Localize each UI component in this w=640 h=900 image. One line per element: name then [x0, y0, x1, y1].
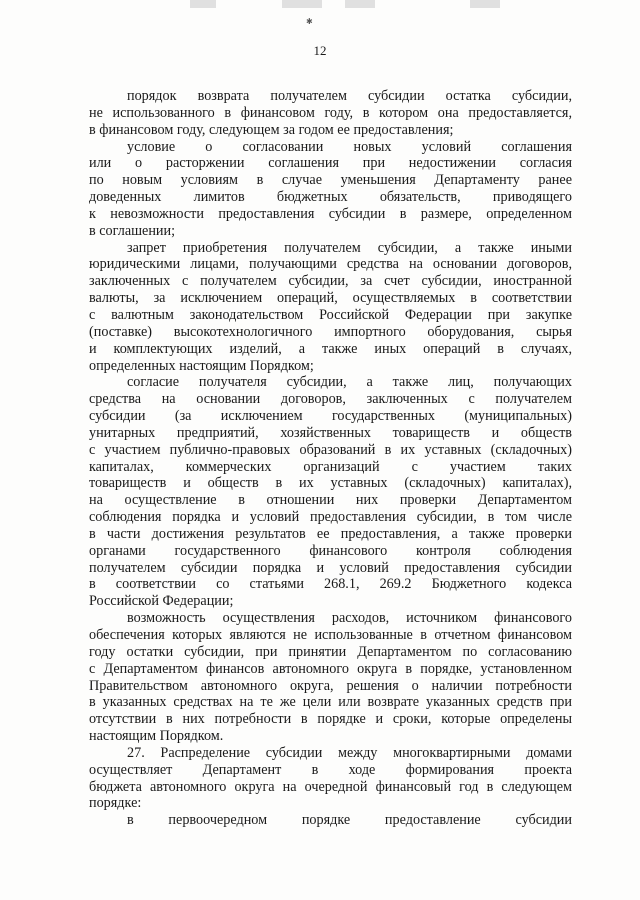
text-line: к невозможности предоставления субсидии в размере, определенном [89, 205, 572, 222]
scan-artifact [190, 0, 216, 8]
text-line: получателем субсидии порядка и условий предоставления субсидии [89, 559, 572, 576]
document-body [89, 88, 572, 829]
text-line: заключенных с получателем субсидии, за счет субсидии, иностранной [89, 273, 572, 290]
text-line: запрет приобретения получателем субсидии, а также иными [127, 239, 572, 256]
text-line: в первоочередном порядке предоставление субсидии [127, 812, 572, 829]
text-line: осуществляет Департамент в ходе формирования проекта [89, 761, 572, 778]
text-line: бюджета автономного округа на очередной финансовый год в следующем [89, 778, 572, 795]
scan-mark: ✱ [306, 17, 313, 26]
text-line: не использованного в финансовом году, в котором она предоставляется, [89, 104, 572, 121]
text-line: органами государственного финансового контроля соблюдения [89, 542, 572, 559]
text-line: в части достижения результатов ее предоставления, а также проверки [89, 525, 572, 542]
text-line: году остатки субсидии, при принятии Департаментом по согласованию [89, 643, 572, 660]
text-line: в соответствии со статьями 268.1, 269.2 Бюджетного кодекса [89, 576, 572, 593]
text-line: с валютным законодательством Российской Федерации при закупке [89, 306, 572, 323]
text-line: в финансовом году, следующем за годом ее предоставления; [89, 121, 454, 138]
text-line: и комплектующих изделий, а также иных операций в случаях, [89, 340, 572, 357]
text-line: в указанных средствах на те же цели или возврате указанных средств при [89, 694, 572, 711]
scan-artifact [470, 0, 500, 8]
text-line: на осуществление в отношении них проверки Департаментом [89, 492, 572, 509]
text-line: товариществ и обществ в их уставных (складочных) капиталах), [89, 475, 572, 492]
text-line: доведенных лимитов бюджетных обязательств, приводящего [89, 189, 572, 206]
text-line: возможность осуществления расходов, источником финансового [127, 610, 572, 627]
text-line: Правительством автономного округа, решения о наличии потребности [89, 677, 572, 694]
text-line: порядке: [89, 795, 142, 812]
text-line: капиталах, коммерческих организаций с участием таких [89, 458, 572, 475]
text-line: (поставке) высокотехнологичного импортного оборудования, сырья [89, 323, 572, 340]
text-line: или о расторжении соглашения при недостижении согласия [89, 155, 572, 172]
text-line: с участием публично-правовых образований в их уставных (складочных) [89, 441, 572, 458]
page-number: 12 [313, 43, 327, 58]
text-line: по новым условиям в случае уменьшения Департаменту ранее [89, 172, 572, 189]
text-line: обеспечения которых являются не использованные в отчетном финансовом [89, 627, 572, 643]
text-line: средства на основании договоров, заключенных с получателем [89, 391, 572, 408]
text-line: настоящим Порядком. [89, 728, 224, 745]
text-line: унитарных предприятий, хозяйственных товариществ и обществ [89, 424, 572, 441]
text-line: определенных настоящим Порядком; [89, 357, 314, 374]
text-line: условие о согласовании новых условий соглашения [127, 138, 572, 155]
text-line: Российской Федерации; [89, 593, 234, 610]
text-line: валюты, за исключением операций, осуществляемых в соответствии [89, 290, 572, 307]
text-line: юридическими лицами, получающими средства на основании договоров, [89, 256, 572, 273]
text-line: согласие получателя субсидии, а также лиц, получающих [127, 374, 572, 391]
scan-artifact [282, 0, 322, 8]
text-line: субсидии (за исключением государственных (муниципальных) [89, 408, 572, 425]
text-line: в соглашении; [89, 222, 176, 239]
text-line: 27. Распределение субсидии между многоквартирными домами [127, 744, 572, 761]
text-line: порядок возврата получателем субсидии остатка субсидии, [127, 88, 572, 104]
text-line: отсутствии в них потребности в порядке и сроки, которые определены [89, 711, 572, 728]
text-line: соблюдения порядка и условий предоставления субсидии, в том числе [89, 509, 572, 526]
scan-artifact [345, 0, 375, 8]
text-line: с Департаментом финансов автономного округа в порядке, установленном [89, 660, 572, 677]
